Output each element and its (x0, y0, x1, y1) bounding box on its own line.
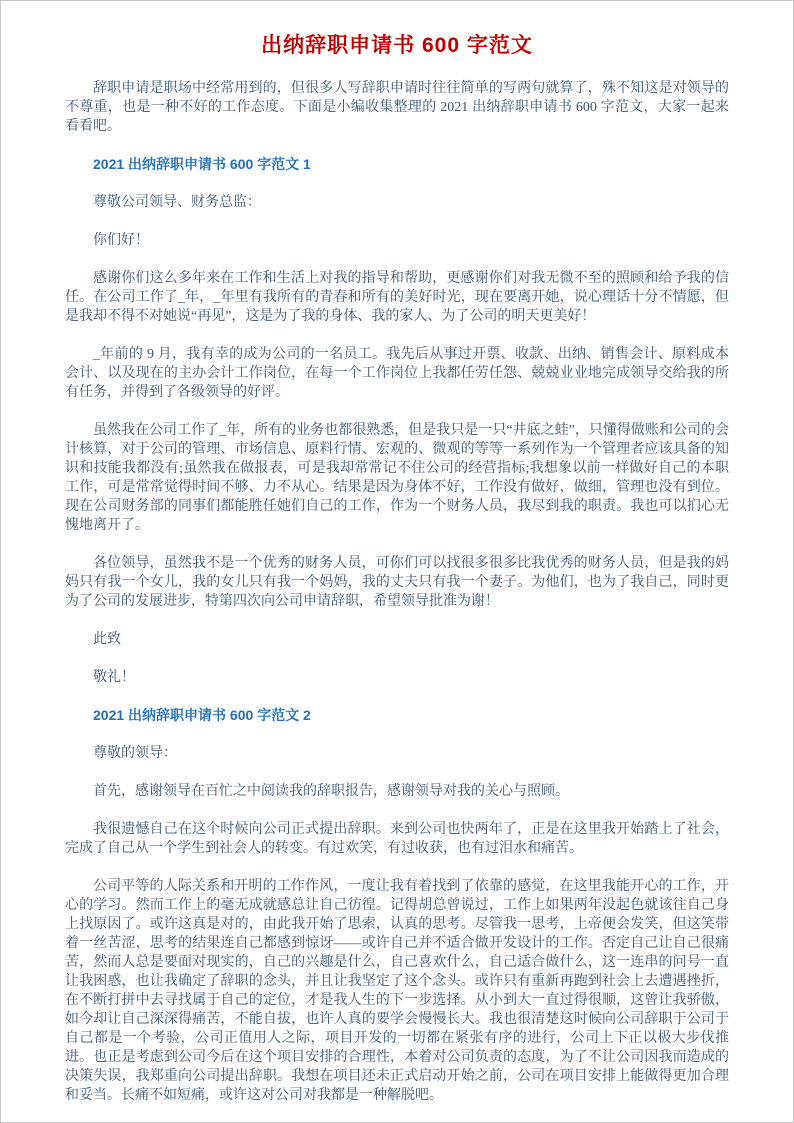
intro-paragraph: 辞职申请是职场中经常用到的，但很多人写辞职申请时往往简单的写两句就算了，殊不知这是对领导的不尊重，也是一种不好的工作态度。下面是小编收集整理的 2021 出纳辞职申请书 600 字范文，大家一起来看看吧。 (65, 81, 729, 134)
section-1-heading: 2021 出纳辞职申请书 600 字范文 1 (93, 156, 311, 172)
section-2-heading: 2021 出纳辞职申请书 600 字范文 2 (93, 707, 311, 723)
section-1-paragraph: 感谢你们这么多年来在工作和生活上对我的指导和帮助，更感谢你们对我无微不至的照顾和给予我的信任。在公司工作了_年，_年里有我所有的青春和所有的美好时光，现在要离开她，说心理话十分不情愿，但是我却不得不对她说“再见”，这是为了我的身体、我的家人、为了公司的明天更美好！ (65, 271, 729, 324)
section-2-salutation: 尊敬的领导： (93, 746, 177, 761)
section-1-paragraph: 虽然我在公司工作了_年，所有的业务也都很熟悉，但是我只是一只“井底之蛙”，只懂得做账和公司的会计核算，对于公司的管理、市场信息、原料行情、宏观的、微观的等等一系列作为一个管理者应该具备的知识和技能我都没有;虽然我在做报表，可是我却常常记不住公司的经营指标;我想象以前一样做好自己的本职工作，可是常常觉得时间不够、力不从心。结果是因为身体不好，工作没有做好，做细，管理也没有到位。现在公司财务部的同事们都能胜任她们自己的工作，作为一个财务人员，我尽到我的职责。我也可以扪心无愧地离开了。 (65, 423, 729, 533)
section-1-closing-cizhi: 此致 (93, 632, 121, 647)
section-1-closing-jingli: 敬礼！ (93, 670, 135, 685)
section-2-paragraph: 首先，感谢领导在百忙之中阅读我的辞职报告，感谢领导对我的关心与照顾。 (93, 784, 569, 799)
section-1-paragraph: 各位领导，虽然我不是一个优秀的财务人员，可你们可以找很多很多比我优秀的财务人员，但是我的妈妈只有我一个女儿，我的女儿只有我一个妈妈，我的丈夫只有我一个妻子。为他们，也为了我自己，同时更为了公司的发展进步，特第四次向公司申请辞职，希望领导批准为谢！ (65, 556, 729, 609)
document-title: 出纳辞职申请书 600 字范文 (261, 34, 533, 57)
section-1-paragraph: _年前的 9 月，我有幸的成为公司的一名员工。我先后从事过开票、收款、出纳、销售会计、原料成本会计、以及现在的主办会计工作岗位，在每一个工作岗位上我都任劳任怨、兢兢业业地完成领导交给我的所有任务，并得到了各级领导的好评。 (65, 347, 729, 400)
section-2-paragraph: 公司平等的人际关系和开明的工作作风，一度让我有着找到了依靠的感觉，在这里我能开心的工作，开心的学习。然而工作上的毫无成就感总让自己彷徨。记得胡总曾说过，工作上如果两年没起色就该往自己身上找原因了。或许这真是对的，由此我开始了思索，认真的思考。尽管我一思考，上帝便会发笑，但这笑带着一丝苦涩，思考的结果连自己都感到惊讶——或许自己并不适合做开发设计的工作。否定自己让自己很痛苦，然而人总是要面对现实的，自己的兴趣是什么，自己喜欢什么，自己适合做什么，这一连串的问号一直让我困惑，也让我确定了辞职的念头，并且让我坚定了这个念头。或许只有重新再跑到社会上去遭遇挫折，在不断打拼中去寻找属于自己的定位，才是我人生的下一步选择。从小到大一直过得很顺，这曾让我骄傲，如今却让自己深深得痛苦，不能自拔，也许人真的要学会慢慢长大。我也很清楚这时候向公司辞职于公司于自己都是一个考验，公司正值用人之际，项目开发的一切都在紧张有序的进行，公司上下正以极大步伐推进。也正是考虑到公司今后在这个项目安排的合理性，本着对公司负责的态度，为了不让公司因我而造成的决策失误，我郑重向公司提出辞职。我想在项目还未正式启动开始之前，公司在项目安排上能做得更加合理和妥当。长痛不如短痛，或许这对公司对我都是一种解脱吧。 (65, 879, 729, 1103)
document-content (1, 1, 793, 1105)
section-1-greeting: 你们好！ (93, 233, 149, 248)
section-1-salutation: 尊敬公司领导、财务总监： (93, 195, 261, 210)
section-2-paragraph: 我很遗憾自己在这个时候向公司正式提出辞职。来到公司也快两年了，正是在这里我开始踏上了社会，完成了自己从一个学生到社会人的转变。有过欢笑，有过收获，也有过泪水和痛苦。 (65, 822, 729, 856)
